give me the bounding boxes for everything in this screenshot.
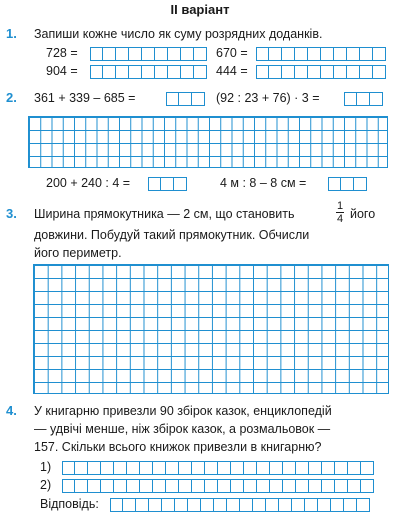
task2-expr4: 4 м : 8 – 8 см = [220,176,307,190]
fraction-denominator: 4 [336,213,344,225]
task2-expr3: 200 + 240 : 4 = [46,176,131,190]
task3-line3: його периметр. [34,246,122,260]
task1-item-444: 444 = [216,64,248,78]
task4-line3: 157. Скільки всього книжок привезли в книгарню? [34,440,322,454]
work-grid-task3[interactable] [33,264,389,394]
task1-number: 1. [6,26,17,41]
answer-cells-670[interactable] [256,47,386,61]
answer-label: Відповідь: [40,497,99,511]
task3-line1-end: його [350,207,376,221]
task4-step2-label: 2) [40,478,52,492]
task2-expr2: (92 : 23 + 76) · 3 = [216,91,320,105]
task3-number: 3. [6,206,17,221]
work-grid-task2[interactable] [28,116,388,168]
task1-item-670: 670 = [216,46,248,60]
fraction-numerator: 1 [336,200,344,212]
answer-cells-expr3[interactable] [148,177,187,191]
fraction-one-quarter [336,200,344,225]
task1-instruction: Запиши кожне число як суму розрядних доданків. [34,27,323,41]
answer-cells-728[interactable] [90,47,207,61]
task2-number: 2. [6,90,17,105]
answer-cells-expr2[interactable] [344,92,383,106]
answer-cells-final[interactable] [110,498,370,512]
answer-cells-444[interactable] [256,65,386,79]
task1-item-728: 728 = [46,46,78,60]
task4-line1: У книгарню привезли 90 збірок казок, енциклопедій [34,404,332,418]
task4-number: 4. [6,403,17,418]
answer-cells-904[interactable] [90,65,207,79]
answer-cells-expr4[interactable] [328,177,367,191]
answer-cells-step1[interactable] [62,461,374,475]
task2-expr1: 361 + 339 – 685 = [34,91,136,105]
task3-line2: довжини. Побудуй такий прямокутник. Обчисли [34,228,310,242]
answer-cells-expr1[interactable] [166,92,205,106]
answer-cells-step2[interactable] [62,479,374,493]
task3-line1-start: Ширина прямокутника — 2 см, що становить [34,207,295,221]
task4-step1-label: 1) [40,460,52,474]
page-title: II варіант [170,2,230,17]
task4-line2: — удвічі менше, ніж збірок казок, а розмальовок — [34,422,331,436]
task1-item-904: 904 = [46,64,78,78]
